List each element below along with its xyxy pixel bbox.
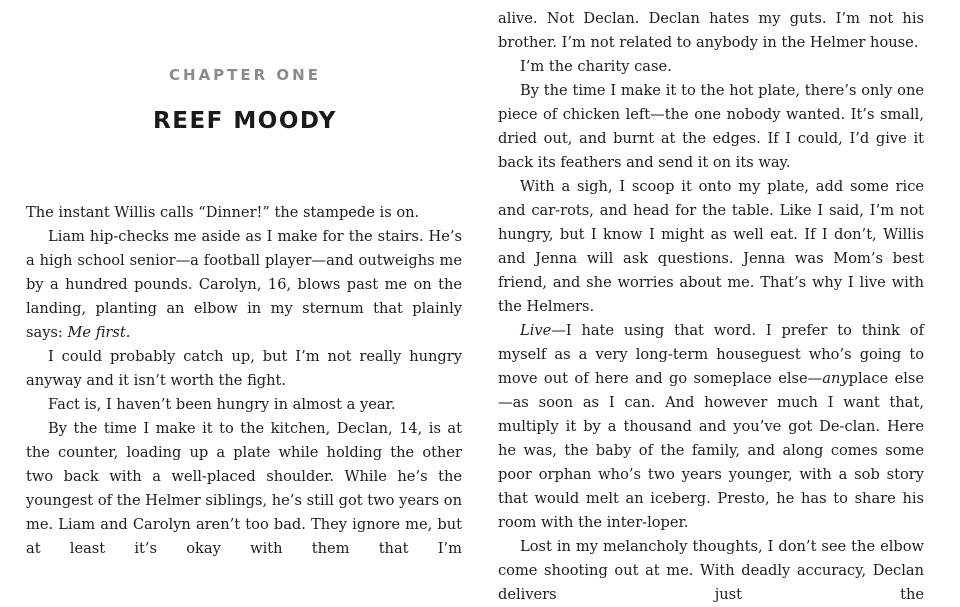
paragraph	[498, 79, 924, 175]
paragraph	[26, 345, 462, 393]
right-page-text	[498, 7, 924, 607]
paragraph-text: —I hate using that word. I prefer to think of myself as a very long-term houseguest who’s going to move out of here and go someplace else—	[498, 322, 924, 387]
paragraph	[498, 535, 924, 607]
paragraph	[498, 7, 924, 55]
left-page-text	[26, 201, 462, 561]
paragraph-text: With a sigh, I scoop it onto my plate, add some rice and car-rots, and head for the table. Like I said, I’m not hungry, but I know I might as well eat. If I don’t, Willis and Jenna will ask questions. Jenna was Mom’s best friend, and she worries about me. That’s why I live with the Helmers.	[498, 178, 924, 315]
paragraph-text: By the time I make it to the kitchen, Declan, 14, is at the counter, loading up a plate while holding the other two back with a well-placed shoulder. While he’s the youngest of the Helmer siblings, he’s still got two years on me. Liam and Carolyn aren’t too bad. They ignore me, but at least it’s okay with them that I’m	[26, 420, 462, 557]
paragraph-text: I’m the charity case.	[520, 58, 672, 75]
emphasis-text: Me first.	[67, 324, 131, 341]
paragraph-text: The instant Willis calls “Dinner!” the stampede is on.	[26, 204, 420, 221]
paragraph	[26, 201, 462, 225]
paragraph	[26, 417, 462, 561]
chapter-label: CHAPTER ONE	[169, 66, 321, 84]
paragraph-text: alive. Not Declan. Declan hates my guts. I’m not his brother. I’m not related to anybody in the Helmer house.	[498, 10, 924, 51]
chapter-title: REEF MOODY	[153, 108, 337, 134]
paragraph-text: By the time I make it to the hot plate, there’s only one piece of chicken left—the one nobody wanted. It’s small, dried out, and burnt at the edges. If I could, I’d give it back its feathers and send it on its way.	[498, 82, 924, 171]
paragraph-text: I could probably catch up, but I’m not really hungry anyway and it isn’t worth the fight.	[26, 348, 462, 389]
left-page	[0, 0, 490, 557]
paragraph-text: Fact is, I haven’t been hungry in almost a year.	[48, 396, 396, 413]
paragraph	[498, 319, 924, 535]
paragraph	[26, 225, 462, 345]
emphasis-text: Live	[520, 322, 552, 339]
paragraph	[498, 175, 924, 319]
paragraph-text: place else—as soon as I can. And however much I want that, multiply it by a thousand and you’ve got De-clan. Here he was, the baby of the family, and along comes some poor orphan who’s two years younger, with a sob story that would melt an iceberg. Presto, he has to share his room with the inter-loper.	[498, 370, 925, 531]
paragraph-text: Liam hip-checks me aside as I make for the stairs. He’s a high school senior—a football player—and outweighs me by a hundred pounds. Carolyn, 16, blows past me on the landing, planting an elbow in my sternum that plainly says:	[26, 228, 462, 341]
emphasis-text: any	[822, 370, 849, 387]
paragraph	[26, 393, 462, 417]
paragraph-text: Lost in my melancholy thoughts, I don’t see the elbow come shooting out at me. With deadly accuracy, Declan delivers just the	[498, 538, 924, 603]
paragraph	[498, 55, 924, 79]
right-page	[490, 0, 960, 603]
